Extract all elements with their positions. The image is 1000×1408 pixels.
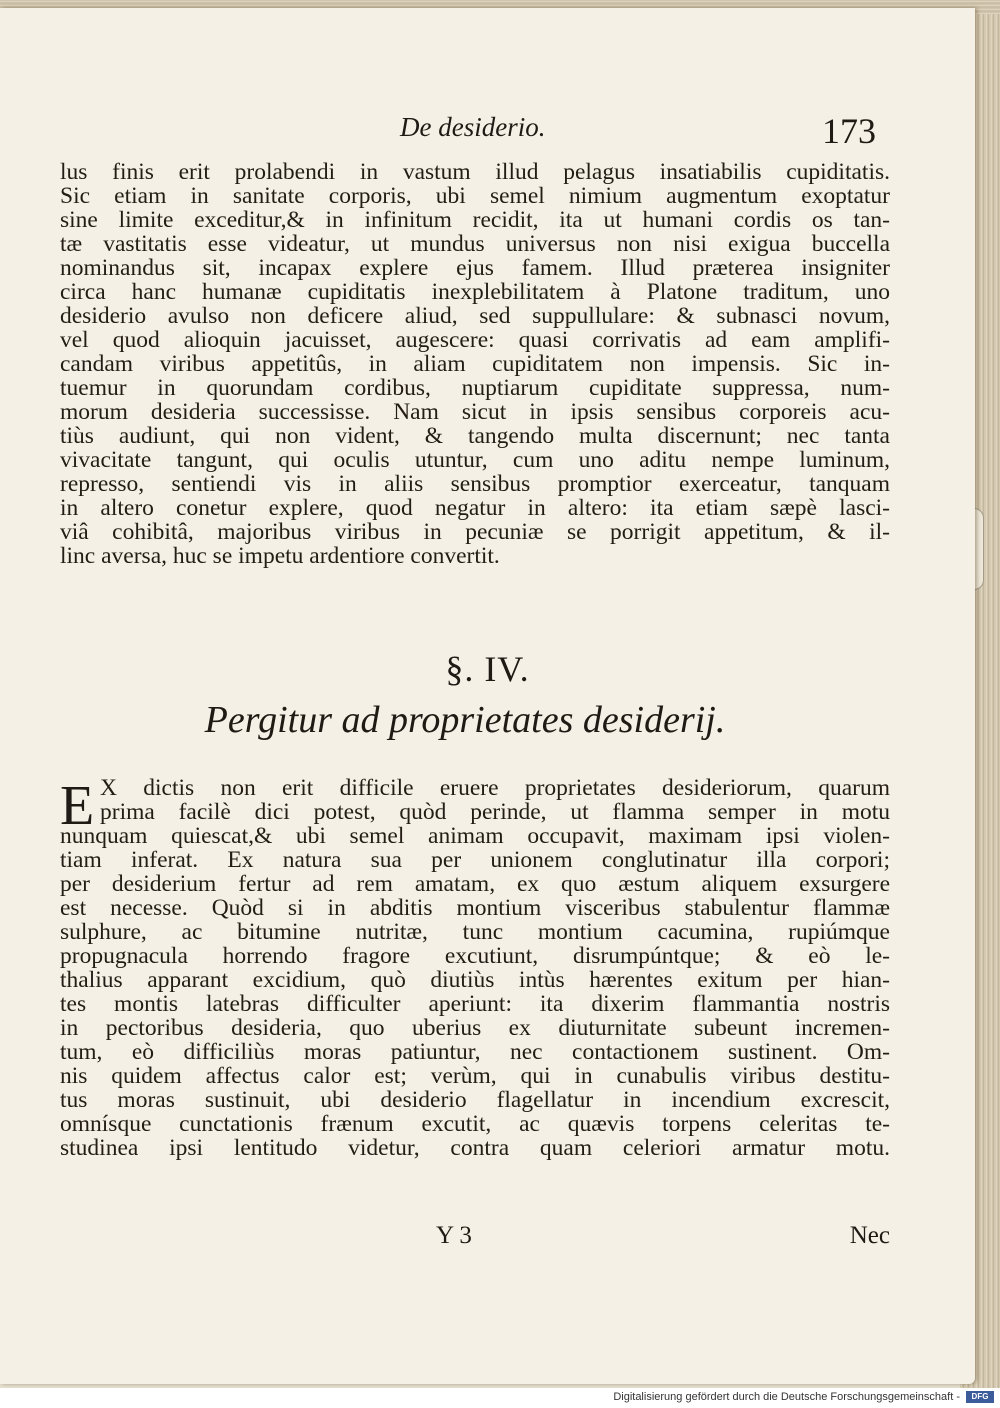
paragraph-2 [60,776,890,1160]
text-line: nis quidem affectus calor est; verùm, qui in cunabulis viribus destitu- [60,1063,890,1089]
text-line: tiùs audiunt, qui non vident, & tangendo multa discernunt; nec tanta [60,423,890,449]
text-line: sine limite exceditur,& in infinitum recidit, ita ut humani cordis os tan- [60,207,890,233]
text-line: tes montis latebras difficulter aperiunt: ita dixerim flammantia nostris [60,991,890,1017]
text-line: linc aversa, huc se impetu ardentiore convertit. [60,543,500,569]
text-line: X dictis non erit difficile eruere proprietates desideriorum, quarum [100,775,890,801]
text-line: in pectoribus desideria, quo uberius ex diuturnitate subeunt incremen- [60,1015,890,1041]
text-line: tuemur in quorundam cordibus, nuptiarum cupiditate suppressa, num- [60,375,890,401]
text-line: viâ cohibitâ, majoribus viribus in pecuniæ se porrigit appetitum, & il- [60,519,890,545]
drop-cap: E [60,775,95,837]
digitization-credit [0,1388,1000,1408]
text-line: prima facilè dici potest, quòd perinde, ut flamma semper in motu [100,799,890,825]
text-line: tiam inferat. Ex natura sua per unionem conglutinatur illa corpori; [60,847,890,873]
text-line: nominandus sit, incapax explere ejus famem. Illud præterea insigniter [60,255,890,281]
text-line: lus finis erit prolabendi in vastum illud pelagus insatiabilis cupiditatis. [60,159,890,185]
text-line: vel quod alioquin jacuisset, augescere: quasi corrivatis ad eam amplifi- [60,327,890,353]
paragraph-1 [60,160,890,568]
running-head: De desiderio. [400,112,546,142]
text-line: thalius apparant excidium, quò diutiùs intùs hærentes exitum per hian- [60,967,890,993]
text-line: propugnacula horrendo fragore excutiunt, disrumpúntque; & eò le- [60,943,890,969]
section-title: Pergitur ad proprietates desiderij. [204,699,726,741]
text-line: studinea ipsi lentitudo videtur, contra quam celeriori armatur motu. [60,1135,890,1161]
text-line: represso, sentiendi vis in aliis sensibus promptior exerceatur, tanquam [60,471,890,497]
catchword: Nec [849,1222,890,1249]
page-footer [60,1222,890,1252]
section-number: §. IV. [445,649,530,689]
text-line: circa hanc humanæ cupiditatis inexplebilitatem à Platone traditum, uno [60,279,890,305]
text-line: desiderio avulso non deficere aliud, sed suppullulare: & subnasci novum, [60,303,890,329]
page-surface [0,8,975,1384]
text-line: est necesse. Quòd si in abditis montium visceribus stabulentur flammæ [60,895,890,921]
dfg-logo: DFG [966,1391,994,1403]
page-header [0,112,975,156]
page-number: 173 [822,111,876,151]
text-line: tum, eò difficiliùs moras patiuntur, nec contactionem sustinent. Om- [60,1039,890,1065]
text-line: per desiderium fertur ad rem amatam, ex quo æstum aliquem exsurgere [60,871,890,897]
credit-text: Digitalisierung gefördert durch die Deutsche Forschungsgemeinschaft - [613,1391,960,1403]
text-line: nunquam quiescat,& ubi semel animam occupavit, maximam ipsi violen- [60,823,890,849]
text-line: morum desideria successisse. Nam sicut in ipsis sensibus corporeis acu- [60,399,890,425]
text-line: omnísque cunctationis frænum excutit, ac quævis torpens celeritas te- [60,1111,890,1137]
text-line: sulphure, ac bitumine nutritæ, tunc montium cacumina, rupiúmque [60,919,890,945]
text-line: Sic etiam in sanitate corporis, ubi semel nimium augmentum exoptatur [60,183,890,209]
text-line: vivacitate tangunt, qui oculis utuntur, cum uno aditu nempe luminum, [60,447,890,473]
text-line: tæ vastitatis esse videatur, ut mundus universus non nisi exigua buccella [60,231,890,257]
text-line: in altero conetur explere, quod negatur in altero: ita etiam sæpè lasci- [60,495,890,521]
text-line: tus moras sustinuit, ubi desiderio flagellatur in incendium excrescit, [60,1087,890,1113]
signature-mark: Y 3 [436,1222,472,1249]
text-line: candam viribus appetitûs, in aliam cupiditatem non impensis. Sic in- [60,351,890,377]
